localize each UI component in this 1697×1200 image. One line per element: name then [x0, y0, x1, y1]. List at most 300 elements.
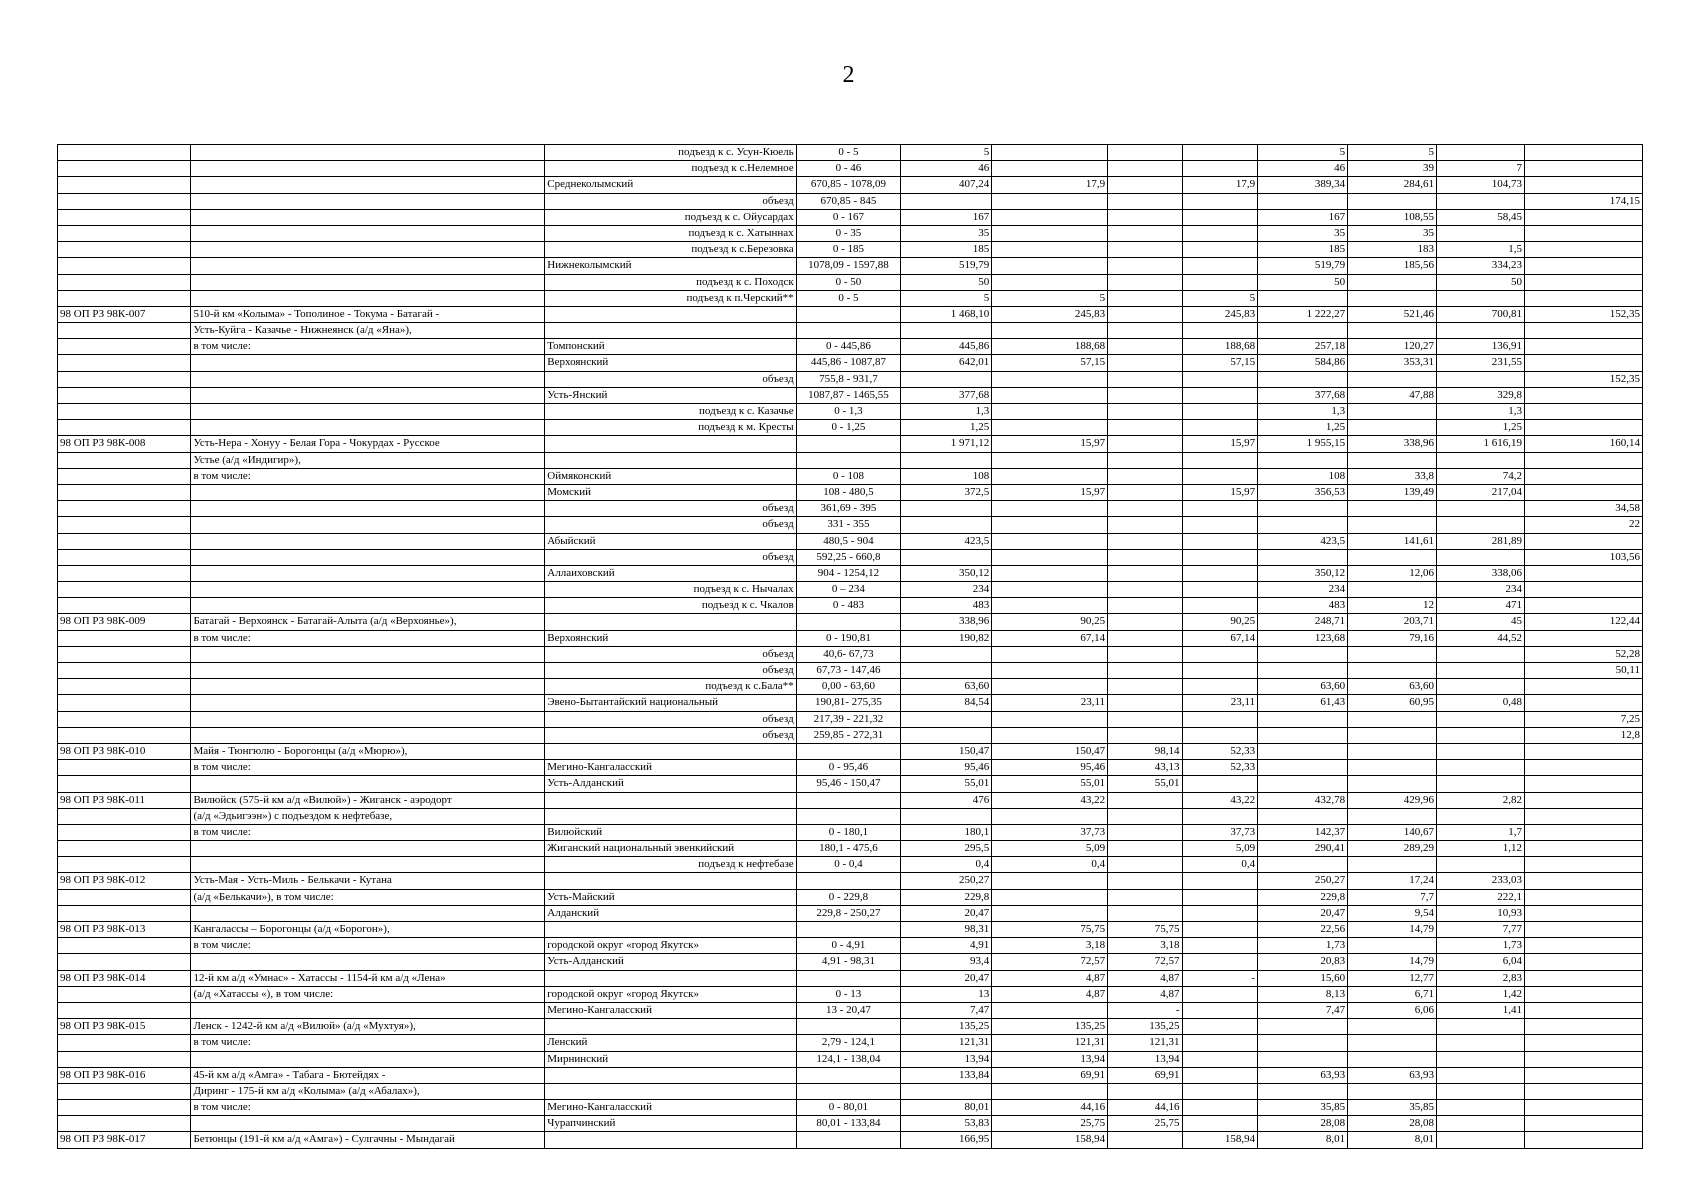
district-cell	[545, 743, 796, 759]
detour-length-cell	[1524, 1002, 1642, 1018]
road-code-cell	[58, 517, 191, 533]
length-col-f-cell: 1,12	[1437, 841, 1525, 857]
length-col-d-cell	[1258, 549, 1348, 565]
district-cell	[545, 792, 796, 808]
km-range-cell: 0 - 190,81	[796, 630, 900, 646]
length-col-f-cell: 45	[1437, 614, 1525, 630]
district-cell: Верхоянский	[545, 630, 796, 646]
length-col-c-cell: 17,9	[1182, 177, 1258, 193]
road-name-cell	[191, 1002, 545, 1018]
length-col-e-cell	[1348, 646, 1437, 662]
length-total-cell: 234	[901, 582, 992, 598]
district-cell	[545, 922, 796, 938]
length-col-c-cell: 52,33	[1182, 743, 1258, 759]
road-name-cell	[191, 711, 545, 727]
length-total-cell: 46	[901, 161, 992, 177]
length-col-e-cell	[1348, 938, 1437, 954]
km-range-cell: 1078,09 - 1597,88	[796, 258, 900, 274]
district-cell: подъезд к с.Нелемное	[545, 161, 796, 177]
table-row	[58, 598, 1643, 614]
km-range-cell: 180,1 - 475,6	[796, 841, 900, 857]
length-col-d-cell: 1 955,15	[1258, 436, 1348, 452]
road-name-cell	[191, 290, 545, 306]
length-col-a-cell: 15,97	[992, 436, 1108, 452]
road-name-cell	[191, 679, 545, 695]
road-name-cell	[191, 225, 545, 241]
length-col-d-cell: 1,73	[1258, 938, 1348, 954]
length-col-e-cell	[1348, 776, 1437, 792]
length-col-e-cell	[1348, 663, 1437, 679]
road-name-cell	[191, 161, 545, 177]
detour-length-cell	[1524, 209, 1642, 225]
road-code-cell	[58, 679, 191, 695]
table-row	[58, 905, 1643, 921]
road-code-cell: 98 ОП РЗ 98К-009	[58, 614, 191, 630]
road-name-cell	[191, 355, 545, 371]
length-total-cell: 483	[901, 598, 992, 614]
detour-length-cell: 103,56	[1524, 549, 1642, 565]
length-col-b-cell: 4,87	[1108, 970, 1182, 986]
table-row	[58, 857, 1643, 873]
length-col-f-cell: 231,55	[1437, 355, 1525, 371]
detour-length-cell	[1524, 679, 1642, 695]
km-range-cell: 480,5 - 904	[796, 533, 900, 549]
district-cell: Мегино-Кангаласский	[545, 1002, 796, 1018]
length-total-cell: 150,47	[901, 743, 992, 759]
length-col-f-cell	[1437, 727, 1525, 743]
length-col-c-cell	[1182, 387, 1258, 403]
table-row	[58, 436, 1643, 452]
table-row	[58, 177, 1643, 193]
length-col-b-cell	[1108, 436, 1182, 452]
road-code-cell	[58, 274, 191, 290]
km-range-cell: 755,8 - 931,7	[796, 371, 900, 387]
detour-length-cell	[1524, 922, 1642, 938]
length-col-a-cell	[992, 808, 1108, 824]
length-col-b-cell: 121,31	[1108, 1035, 1182, 1051]
length-col-c-cell	[1182, 323, 1258, 339]
road-code-cell	[58, 663, 191, 679]
road-code-cell	[58, 484, 191, 500]
length-col-d-cell: 1,3	[1258, 404, 1348, 420]
length-col-f-cell: 50	[1437, 274, 1525, 290]
length-col-f-cell: 338,06	[1437, 565, 1525, 581]
road-code-cell	[58, 242, 191, 258]
length-col-b-cell: 43,13	[1108, 760, 1182, 776]
detour-length-cell	[1524, 1132, 1642, 1148]
district-cell: подъезд к с.Бала**	[545, 679, 796, 695]
road-code-cell	[58, 1051, 191, 1067]
length-col-d-cell	[1258, 857, 1348, 873]
length-col-b-cell	[1108, 484, 1182, 500]
road-code-cell	[58, 452, 191, 468]
length-col-d-cell: 234	[1258, 582, 1348, 598]
district-cell: Алданский	[545, 905, 796, 921]
road-name-cell	[191, 695, 545, 711]
length-total-cell	[901, 371, 992, 387]
length-total-cell: 377,68	[901, 387, 992, 403]
length-col-c-cell	[1182, 242, 1258, 258]
length-col-c-cell: 90,25	[1182, 614, 1258, 630]
district-cell: Усть-Янский	[545, 387, 796, 403]
km-range-cell: 1087,87 - 1465,55	[796, 387, 900, 403]
length-col-a-cell	[992, 420, 1108, 436]
table-row	[58, 549, 1643, 565]
detour-length-cell	[1524, 695, 1642, 711]
length-total-cell: 13	[901, 986, 992, 1002]
length-col-c-cell	[1182, 1100, 1258, 1116]
length-total-cell	[901, 517, 992, 533]
length-col-e-cell	[1348, 1083, 1437, 1099]
length-col-c-cell	[1182, 711, 1258, 727]
length-col-a-cell: 23,11	[992, 695, 1108, 711]
length-col-c-cell	[1182, 468, 1258, 484]
length-col-f-cell: 104,73	[1437, 177, 1525, 193]
table-row	[58, 614, 1643, 630]
length-col-d-cell: 350,12	[1258, 565, 1348, 581]
road-code-cell: 98 ОП РЗ 98К-012	[58, 873, 191, 889]
length-total-cell: 84,54	[901, 695, 992, 711]
km-range-cell	[796, 1067, 900, 1083]
district-cell: Чурапчинский	[545, 1116, 796, 1132]
length-col-d-cell: 257,18	[1258, 339, 1348, 355]
length-col-a-cell	[992, 646, 1108, 662]
km-range-cell: 0 - 95,46	[796, 760, 900, 776]
road-name-cell	[191, 387, 545, 403]
length-col-c-cell: 37,73	[1182, 824, 1258, 840]
length-col-e-cell: 12,77	[1348, 970, 1437, 986]
length-total-cell: 642,01	[901, 355, 992, 371]
length-col-e-cell	[1348, 517, 1437, 533]
length-col-c-cell	[1182, 517, 1258, 533]
length-col-e-cell: 7,7	[1348, 889, 1437, 905]
length-col-e-cell: 35	[1348, 225, 1437, 241]
district-cell: подъезд к с. Нычалах	[545, 582, 796, 598]
table-row	[58, 387, 1643, 403]
road-name-cell: Вилюйск (575-й км а/д «Вилюй») - Жиганск - аэродорт	[191, 792, 545, 808]
length-col-c-cell	[1182, 193, 1258, 209]
length-col-f-cell	[1437, 323, 1525, 339]
length-col-f-cell	[1437, 857, 1525, 873]
length-col-a-cell	[992, 501, 1108, 517]
road-code-cell	[58, 760, 191, 776]
district-cell: Томпонский	[545, 339, 796, 355]
length-col-c-cell	[1182, 889, 1258, 905]
detour-length-cell	[1524, 986, 1642, 1002]
district-cell: подъезд к нефтебазе	[545, 857, 796, 873]
district-cell: Усть-Алданский	[545, 954, 796, 970]
length-col-c-cell	[1182, 145, 1258, 161]
table-row	[58, 565, 1643, 581]
length-col-a-cell: 15,97	[992, 484, 1108, 500]
district-cell: объезд	[545, 711, 796, 727]
road-name-cell	[191, 484, 545, 500]
table-row	[58, 484, 1643, 500]
length-col-f-cell	[1437, 145, 1525, 161]
length-col-e-cell	[1348, 1019, 1437, 1035]
road-code-cell	[58, 404, 191, 420]
length-col-e-cell: 14,79	[1348, 922, 1437, 938]
road-name-cell: в том числе:	[191, 339, 545, 355]
road-name-cell	[191, 371, 545, 387]
length-col-f-cell: 0,48	[1437, 695, 1525, 711]
district-cell	[545, 808, 796, 824]
road-code-cell	[58, 954, 191, 970]
table-row	[58, 339, 1643, 355]
length-total-cell	[901, 323, 992, 339]
km-range-cell: 2,79 - 124,1	[796, 1035, 900, 1051]
detour-length-cell	[1524, 1051, 1642, 1067]
length-col-c-cell: 188,68	[1182, 339, 1258, 355]
length-col-a-cell	[992, 549, 1108, 565]
road-code-cell	[58, 824, 191, 840]
length-total-cell: 229,8	[901, 889, 992, 905]
table-row	[58, 938, 1643, 954]
table-row	[58, 679, 1643, 695]
length-total-cell: 20,47	[901, 905, 992, 921]
length-col-f-cell: 1,7	[1437, 824, 1525, 840]
road-code-cell	[58, 598, 191, 614]
length-col-a-cell: 135,25	[992, 1019, 1108, 1035]
road-code-cell: 98 ОП РЗ 98К-013	[58, 922, 191, 938]
table-row	[58, 290, 1643, 306]
detour-length-cell	[1524, 533, 1642, 549]
district-cell: объезд	[545, 549, 796, 565]
road-code-cell: 98 ОП РЗ 98К-010	[58, 743, 191, 759]
length-col-d-cell	[1258, 1035, 1348, 1051]
table-row	[58, 986, 1643, 1002]
length-col-c-cell	[1182, 873, 1258, 889]
road-name-cell	[191, 663, 545, 679]
length-col-d-cell	[1258, 452, 1348, 468]
length-col-c-cell: 23,11	[1182, 695, 1258, 711]
length-col-c-cell	[1182, 679, 1258, 695]
length-total-cell: 108	[901, 468, 992, 484]
length-col-f-cell	[1437, 290, 1525, 306]
km-range-cell: 670,85 - 1078,09	[796, 177, 900, 193]
district-cell	[545, 970, 796, 986]
road-code-cell	[58, 630, 191, 646]
length-col-b-cell	[1108, 824, 1182, 840]
length-col-a-cell: 0,4	[992, 857, 1108, 873]
length-col-b-cell	[1108, 468, 1182, 484]
km-range-cell	[796, 1019, 900, 1035]
length-col-f-cell: 2,83	[1437, 970, 1525, 986]
detour-length-cell	[1524, 1067, 1642, 1083]
length-col-f-cell: 700,81	[1437, 306, 1525, 322]
road-name-cell: (а/д «Хатассы «), в том числе:	[191, 986, 545, 1002]
length-col-b-cell	[1108, 663, 1182, 679]
km-range-cell	[796, 436, 900, 452]
length-col-c-cell	[1182, 582, 1258, 598]
road-code-cell	[58, 225, 191, 241]
length-col-f-cell: 471	[1437, 598, 1525, 614]
detour-length-cell	[1524, 290, 1642, 306]
road-name-cell	[191, 517, 545, 533]
length-col-b-cell	[1108, 808, 1182, 824]
table-body	[58, 145, 1643, 1149]
length-col-e-cell	[1348, 1051, 1437, 1067]
length-col-c-cell	[1182, 727, 1258, 743]
length-col-b-cell	[1108, 355, 1182, 371]
detour-length-cell: 160,14	[1524, 436, 1642, 452]
detour-length-cell	[1524, 452, 1642, 468]
length-col-e-cell: 28,08	[1348, 1116, 1437, 1132]
detour-length-cell	[1524, 970, 1642, 986]
road-name-cell	[191, 565, 545, 581]
length-col-b-cell	[1108, 630, 1182, 646]
detour-length-cell	[1524, 468, 1642, 484]
table-row	[58, 760, 1643, 776]
road-name-cell	[191, 954, 545, 970]
detour-length-cell	[1524, 1019, 1642, 1035]
length-col-e-cell	[1348, 501, 1437, 517]
length-col-f-cell	[1437, 1116, 1525, 1132]
road-name-cell: Усть-Мая - Усть-Миль - Белькачи - Кутана	[191, 873, 545, 889]
km-range-cell: 0 - 13	[796, 986, 900, 1002]
road-code-cell	[58, 1002, 191, 1018]
length-col-a-cell: 5	[992, 290, 1108, 306]
length-total-cell: 63,60	[901, 679, 992, 695]
km-range-cell: 0 - 80,01	[796, 1100, 900, 1116]
detour-length-cell	[1524, 1035, 1642, 1051]
length-total-cell	[901, 452, 992, 468]
detour-length-cell	[1524, 339, 1642, 355]
table-row	[58, 161, 1643, 177]
length-col-a-cell: 4,87	[992, 970, 1108, 986]
road-code-cell	[58, 711, 191, 727]
length-col-d-cell	[1258, 501, 1348, 517]
length-total-cell	[901, 193, 992, 209]
length-col-c-cell	[1182, 1083, 1258, 1099]
length-col-a-cell: 13,94	[992, 1051, 1108, 1067]
table-row	[58, 792, 1643, 808]
road-code-cell	[58, 986, 191, 1002]
road-name-cell	[191, 1116, 545, 1132]
length-total-cell: 4,91	[901, 938, 992, 954]
length-col-c-cell: -	[1182, 970, 1258, 986]
length-col-e-cell	[1348, 760, 1437, 776]
district-cell: объезд	[545, 517, 796, 533]
length-col-e-cell: 429,96	[1348, 792, 1437, 808]
road-code-cell	[58, 533, 191, 549]
length-total-cell: 121,31	[901, 1035, 992, 1051]
district-cell	[545, 1019, 796, 1035]
table-row	[58, 970, 1643, 986]
km-range-cell	[796, 970, 900, 986]
road-name-cell: в том числе:	[191, 630, 545, 646]
km-range-cell	[796, 1132, 900, 1148]
road-code-cell	[58, 565, 191, 581]
length-col-b-cell	[1108, 857, 1182, 873]
length-col-d-cell: 123,68	[1258, 630, 1348, 646]
length-col-a-cell	[992, 727, 1108, 743]
length-col-f-cell: 58,45	[1437, 209, 1525, 225]
length-total-cell	[901, 663, 992, 679]
km-range-cell: 0 - 1,3	[796, 404, 900, 420]
length-col-a-cell: 44,16	[992, 1100, 1108, 1116]
district-cell: Нижнеколымский	[545, 258, 796, 274]
detour-length-cell	[1524, 274, 1642, 290]
road-code-cell	[58, 1116, 191, 1132]
district-cell: Мегино-Кангаласский	[545, 1100, 796, 1116]
length-col-f-cell: 1,73	[1437, 938, 1525, 954]
length-col-d-cell	[1258, 193, 1348, 209]
district-cell	[545, 1132, 796, 1148]
road-register-table	[57, 144, 1643, 1149]
road-name-cell	[191, 598, 545, 614]
length-col-a-cell	[992, 1002, 1108, 1018]
km-range-cell: 0 - 483	[796, 598, 900, 614]
road-code-cell	[58, 1100, 191, 1116]
km-range-cell: 0 - 108	[796, 468, 900, 484]
length-col-f-cell	[1437, 501, 1525, 517]
length-col-a-cell: 67,14	[992, 630, 1108, 646]
length-col-f-cell: 10,93	[1437, 905, 1525, 921]
length-col-c-cell	[1182, 452, 1258, 468]
length-col-c-cell	[1182, 533, 1258, 549]
length-col-a-cell	[992, 679, 1108, 695]
km-range-cell: 445,86 - 1087,87	[796, 355, 900, 371]
km-range-cell: 0,00 - 63,60	[796, 679, 900, 695]
length-col-a-cell	[992, 371, 1108, 387]
length-col-f-cell	[1437, 549, 1525, 565]
length-col-f-cell: 234	[1437, 582, 1525, 598]
length-col-d-cell	[1258, 727, 1348, 743]
table-row	[58, 258, 1643, 274]
district-cell	[545, 323, 796, 339]
length-col-d-cell: 229,8	[1258, 889, 1348, 905]
km-range-cell	[796, 922, 900, 938]
table-row	[58, 242, 1643, 258]
length-col-d-cell: 35,85	[1258, 1100, 1348, 1116]
km-range-cell: 0 - 185	[796, 242, 900, 258]
road-name-cell: Усть-Нера - Хонуу - Белая Гора - Чокурдах - Русское	[191, 436, 545, 452]
detour-length-cell	[1524, 630, 1642, 646]
table-row	[58, 711, 1643, 727]
length-col-b-cell	[1108, 209, 1182, 225]
length-col-a-cell: 5,09	[992, 841, 1108, 857]
length-col-a-cell	[992, 404, 1108, 420]
length-total-cell: 5	[901, 145, 992, 161]
district-cell: подъезд к с. Усун-Кюель	[545, 145, 796, 161]
length-col-a-cell	[992, 209, 1108, 225]
length-col-a-cell: 43,22	[992, 792, 1108, 808]
length-col-b-cell	[1108, 258, 1182, 274]
road-code-cell	[58, 889, 191, 905]
table-row	[58, 225, 1643, 241]
length-col-e-cell: 108,55	[1348, 209, 1437, 225]
road-code-cell	[58, 193, 191, 209]
detour-length-cell	[1524, 857, 1642, 873]
length-total-cell: 7,47	[901, 1002, 992, 1018]
length-col-b-cell: 69,91	[1108, 1067, 1182, 1083]
length-col-d-cell: 8,01	[1258, 1132, 1348, 1148]
length-total-cell: 407,24	[901, 177, 992, 193]
length-col-c-cell: 52,33	[1182, 760, 1258, 776]
length-total-cell: 98,31	[901, 922, 992, 938]
district-cell: объезд	[545, 193, 796, 209]
length-col-c-cell: 43,22	[1182, 792, 1258, 808]
road-name-cell	[191, 857, 545, 873]
length-col-c-cell: 15,97	[1182, 436, 1258, 452]
length-col-c-cell	[1182, 1002, 1258, 1018]
district-cell: Усть-Майский	[545, 889, 796, 905]
length-col-f-cell: 74,2	[1437, 468, 1525, 484]
km-range-cell: 80,01 - 133,84	[796, 1116, 900, 1132]
length-col-b-cell: 44,16	[1108, 1100, 1182, 1116]
length-col-d-cell: 167	[1258, 209, 1348, 225]
